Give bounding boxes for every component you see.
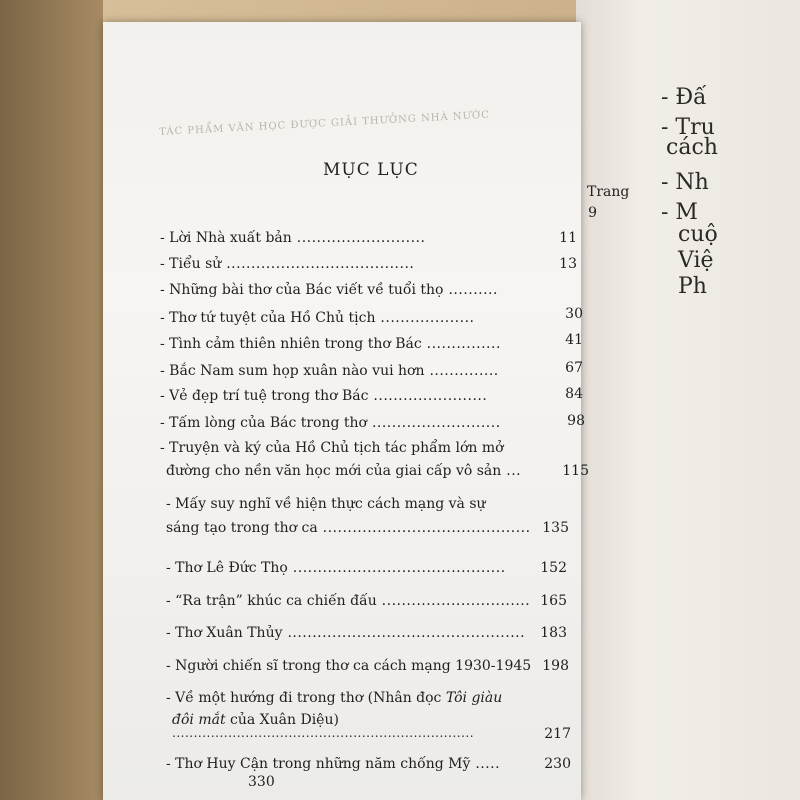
book-page <box>103 22 630 800</box>
toc-page-number: 67 <box>565 360 583 376</box>
toc-entry: - Tình cảm thiên nhiên trong thơ Bác ............... <box>160 336 501 352</box>
toc-entry-continuation: sáng tạo trong thơ ca .......................................... <box>166 520 531 536</box>
right-page-fragment: cách <box>666 135 718 160</box>
toc-page-number: 115 <box>562 463 589 479</box>
right-page <box>576 0 800 800</box>
toc-page-number: 11 <box>559 230 577 246</box>
toc-entry: - “Ra trận” khúc ca chiến đấu .............................. <box>166 593 531 609</box>
toc-entry: - Những bài thơ của Bác viết về tuổi thọ .......... <box>160 282 498 298</box>
running-header: TÁC PHẨM VĂN HỌC ĐƯỢC GIẢI THƯỞNG NHÀ NƯỚC <box>159 109 491 138</box>
toc-page-number: 41 <box>565 332 583 348</box>
right-page-fragment: Ph <box>678 274 707 299</box>
toc-page-number: 9 <box>588 205 597 221</box>
right-page-fragment: - Đấ <box>661 85 707 110</box>
toc-entry: - Về một hướng đi trong thơ (Nhân đọc Tôi giàu <box>166 690 503 706</box>
right-page-fragment: Việ <box>678 248 714 273</box>
toc-entry: - Mấy suy nghĩ về hiện thực cách mạng và sự <box>166 496 486 512</box>
toc-entry: - Truyện và ký của Hồ Chủ tịch tác phẩm lớn mở <box>160 440 504 456</box>
toc-title: MỤC LỤC <box>323 160 419 180</box>
toc-page-number: 198 <box>542 658 569 674</box>
toc-entry: - Thơ Lê Đức Thọ ........................................... <box>166 560 506 576</box>
right-page-fragment: cuộ <box>678 222 718 247</box>
toc-page-number: 152 <box>540 560 567 576</box>
toc-entry: - Thơ Huy Cận trong những năm chống Mỹ ..... <box>166 756 501 772</box>
toc-entry-continuation: đường cho nền văn học mới của giai cấp vô sản ... <box>166 463 522 479</box>
toc-page-number: 217 <box>544 726 571 742</box>
right-page-fragment: - Nh <box>661 170 709 195</box>
toc-leader-dots: ...................................................................... <box>172 726 475 740</box>
toc-page-number: 13 <box>559 256 577 272</box>
toc-page-number: 135 <box>542 520 569 536</box>
toc-entry: - Thơ Xuân Thủy ................................................ <box>166 625 526 641</box>
toc-entry: - Tiểu sử ...................................... <box>160 256 415 272</box>
toc-page-number: 165 <box>540 593 567 609</box>
toc-entry: - Bắc Nam sum họp xuân nào vui hơn .............. <box>160 363 499 379</box>
toc-page-number: 84 <box>565 386 583 402</box>
toc-entry-continuation: đôi mắt của Xuân Diệu) <box>172 712 339 728</box>
right-page-fragment: - Tru <box>661 115 715 140</box>
toc-entry: - Vẻ đẹp trí tuệ trong thơ Bác ....................... <box>160 388 488 404</box>
toc-entry: - Người chiến sĩ trong thơ ca cách mạng 1930-1945 <box>166 658 532 674</box>
page-column-label: Trang <box>587 184 630 200</box>
toc-page-number: 230 <box>544 756 571 772</box>
toc-entry: - Thơ tứ tuyệt của Hồ Chủ tịch ................... <box>160 310 475 326</box>
table-shadow <box>0 0 103 800</box>
toc-page-number: 98 <box>567 413 585 429</box>
toc-page-number: 183 <box>540 625 567 641</box>
toc-entry: - Lời Nhà xuất bản .......................... <box>160 230 426 246</box>
page-folio: 330 <box>248 774 275 790</box>
right-page-fragment: - M <box>661 200 698 225</box>
toc-page-number: 30 <box>565 306 583 322</box>
toc-entry: - Tấm lòng của Bác trong thơ .......................... <box>160 415 501 431</box>
